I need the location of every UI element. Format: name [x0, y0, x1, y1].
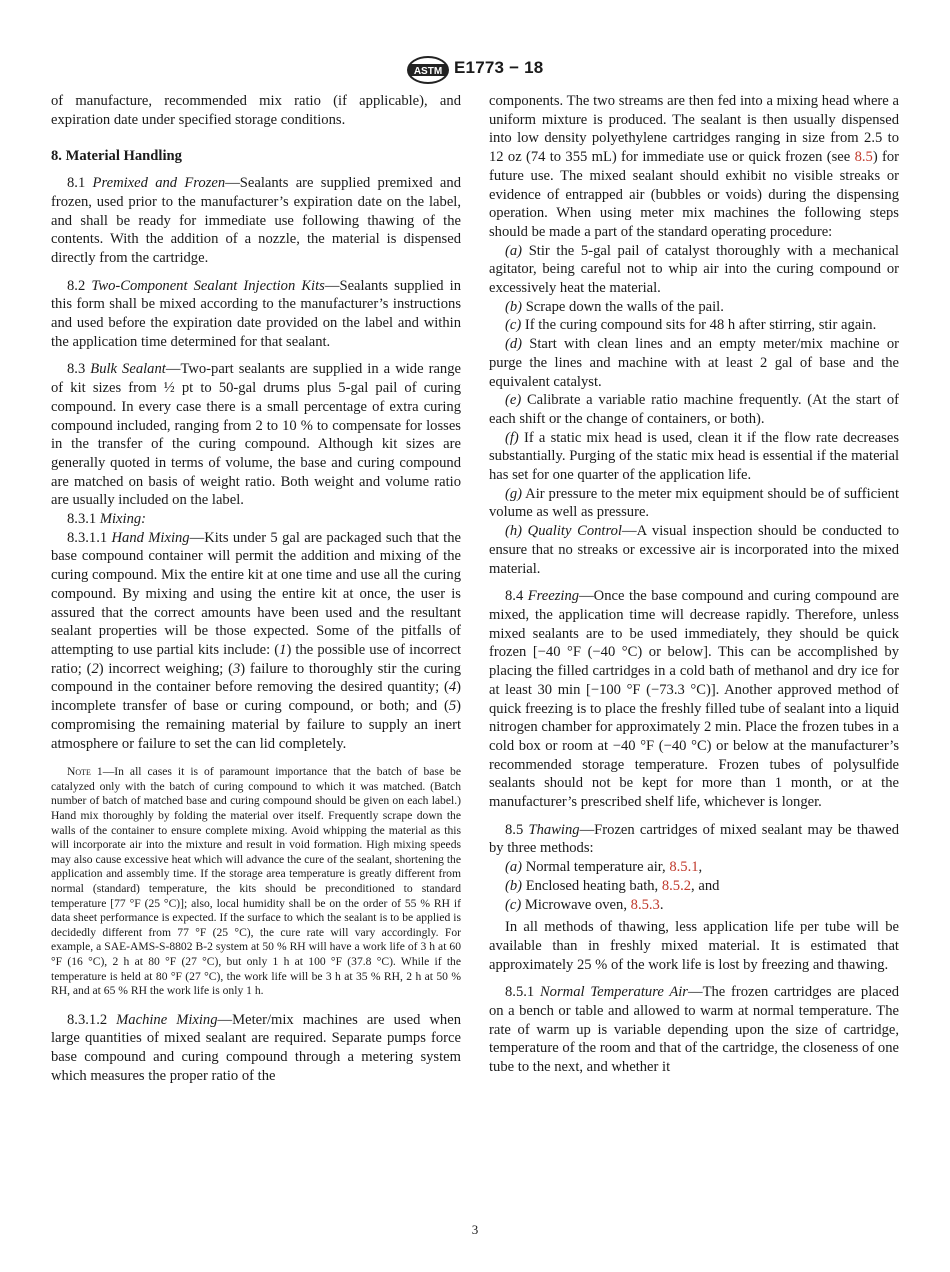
step-b: (b) Scrape down the walls of the pail.	[505, 298, 724, 315]
thaw-method-a: (a) Normal temperature air, 8.5.1,	[505, 859, 703, 876]
step-f: (f) If a static mix head is used, clean it if the flow rate decreases substantially. Purging of the static mix head is essential if the material has set for one quarter of the application life.	[489, 429, 900, 484]
step-d: (d) Start with clean lines and an empty meter/mix machine or purge the lines and machine with at least 2 gal of base and the equivalent catalyst.	[489, 336, 899, 390]
paragraph-8-3-1-1: 8.3.1.1 Hand Mixing—Kits under 5 gal are packaged such that the base compound container will permit the addition and mixing of the curing compound. Mix the entire kit at one time and use all the curing compound. By mixing and using the entire kit at once, the user is assured that the correct amounts have been used and the resultant sealant properties will be those expected. Some of the pitfalls of attempting to use partial kits include: (1) the possible use of incorrect ratio; (2) incorrect weighing; (3) failure to thoroughly stir the curing compound in the container before removing the desired quantity; (4) incomplete transfer of base or curing compound, or both; and (5) compromising the remaining material by failure to supply an inert atmosphere or failure to set the can lid completely.	[51, 529, 461, 752]
paragraph-8-5-1: 8.5.1 Normal Temperature Air—The frozen cartridges are placed on a bench or table and allowed to warm at normal temperature. The rate of warm up is variable depending upon the size of cartridge, temperature of the room and that of the cartridge, the closeness of one tube to the next, and whether it	[489, 984, 899, 1076]
link-8-5-2[interactable]: 8.5.2	[661, 877, 692, 894]
paragraph-8-3-1: 8.3.1 Mixing:	[67, 511, 147, 528]
step-c: (c) If the curing compound sits for 48 h after stirring, stir again.	[505, 317, 877, 334]
paragraph-8-4: 8.4 Freezing—Once the base compound and curing compound are mixed, the application time will decrease rapidly. Therefore, unless mixed sealants are to be used immediately, they should be quick frozen [−40 °F (−40 °C) or below]. This can be accomplished by placing the filled cartridges in a cold bath of methanol and dry ice for at least 30 min [−100 °F (−73.3 °C)]. Another approved method of quick freezing is to place the freshly filled tube of sealant into a liquid nitrogen chamber for approximately 2 min. Place the frozen tubes in a cold box or room at −40 °F (−40 °C) or below at the manufacturer’s recommended storage temperature. Frozen tubes of polysulfide sealants should not be kept for more than 1 month, or at the manufacturer’s prescribed shelf life, whichever is longer.	[489, 588, 899, 811]
standard-number: E1773 − 18	[454, 58, 544, 77]
page-number: 3	[471, 1222, 479, 1237]
thaw-method-c: (c) Microwave oven, 8.5.3.	[505, 896, 664, 913]
paragraph-8-3-1-2: 8.3.1.2 Machine Mixing—Meter/mix machines are used when large quantities of mixed sealant are required. Separate pumps force base compound and curing compound through a metering system which measures the proper ratio of the	[51, 1011, 461, 1084]
astm-logo-icon	[406, 56, 450, 84]
right-column	[489, 92, 899, 1077]
page-header	[0, 56, 950, 86]
note-1: Note 1—In all cases it is of paramount importance that the batch of base be catalyzed only with the batch of curing compound to which it was matched. (Batch number of batch of matched base and curing compound should be given on each label.) Hand mix thoroughly by folding the material over itself. Frequently scrape down the walls of the container to ensure complete mixing. Avoid whipping the material as this will incorporate air into the mixture and result in void formation. High mixing speeds may also cause excessive heat which will advance the cure of the sealant, shortening the application and assembly time. If the storage area temperature is greatly different from normal (standard) temperature, the kits should be preconditioned to standard temperature [77 °F (25 °C)]; also, local humidity shall be on the order of 55 % RH if data sheet performance is expected. If the surface to which the sealant is to be applied is decidedly different from 77 °F (25 °C), the cure rate will vary accordingly. For example, a SAE-AMS-S-8802 B-2 system at 50 % RH will have a work life of 3 h at 60 °F (16 °C), 2 h at 80 °F (27 °C), but only 1 h at 100 °F (37.8 °C). While if the temperature is held at 80 °F (27 °C), the work life will be 3 h at 35 % RH, 2 h at 50 % RH, and at 65 % RH the work life is only 1 h.	[51, 765, 462, 998]
left-column	[51, 92, 461, 1086]
step-g: (g) Air pressure to the meter mix equipment should be of sufficient volume as well as pressure.	[489, 485, 899, 521]
paragraph-thawing-note: In all methods of thawing, less application life per tube will be available than in freshly mixed material. It is estimated that approximately 25 % of the work life is lost by freezing and thawing.	[489, 919, 899, 973]
logo-text: ASTM	[413, 66, 443, 77]
step-a: (a) Stir the 5-gal pail of catalyst thoroughly with a mechanical agitator, being careful not to whip air into the curing compound or excessively heat the material.	[489, 242, 899, 297]
link-8-5-3[interactable]: 8.5.3	[630, 896, 660, 913]
thaw-method-b: (b) Enclosed heating bath, 8.5.2, and	[505, 877, 720, 894]
step-e: (e) Calibrate a variable ratio machine frequently. (At the start of each shift or the change of containers, or both).	[489, 392, 899, 427]
paragraph-8-1: 8.1 Premixed and Frozen—Sealants are supplied premixed and frozen, used prior to the manufacturer’s expiration date on the label, and shall be ready for immediate use following thawing of the contents. With the addition of a nozzle, the material is dispensed directly from the cartridge.	[51, 175, 461, 266]
paragraph: of manufacture, recommended mix ratio (if applicable), and expiration date under specified storage conditions.	[51, 93, 461, 128]
step-h: (h) Quality Control—A visual inspection should be conducted to ensure that no streaks or excessive air is incorporated into the mixed material.	[489, 523, 899, 577]
section-heading-8: 8. Material Handling	[51, 148, 182, 165]
paragraph-continued: components. The two streams are then fed into a mixing head where a uniform mixture is produced. The sealant is then usually dispensed into low density polyethylene cartridges ranging in size from 2.5 to 12 oz (74 to 355 mL) for immediate use or quick frozen (see 8.5) for future use. The mixed sealant should exhibit no visible streaks or evidence of entrapped air (bubbles or voids) during the dispensing operation. When using meter mix machines the following steps should be made a part of the standard operating procedure:	[489, 93, 899, 240]
paragraph-8-2: 8.2 Two-Component Sealant Injection Kits—Sealants supplied in this form shall be mixed according to the manufacturer’s instructions and used before the expiration date provided on the label and within the application time determined for that sealant.	[51, 277, 461, 350]
paragraph-8-3: 8.3 Bulk Sealant—Two-part sealants are supplied in a wide range of kit sizes from ½ pt to 50-gal drums plus 5-gal pail of curing compound. In every case there is a small percentage of extra curing compound included, ranging from 2 to 10 % to compensate for losses in the transfer of the curing compound. Although kit sizes are generally quoted in terms of volume, the base and curing compound are matched on basis of weight ratio. Both weight and volume ratio are usually included on the label.	[51, 361, 462, 509]
paragraph-8-5: 8.5 Thawing—Frozen cartridges of mixed sealant may be thawed by three methods:	[489, 821, 899, 857]
link-8-5[interactable]: 8.5	[854, 149, 873, 166]
link-8-5-1[interactable]: 8.5.1	[669, 859, 699, 876]
